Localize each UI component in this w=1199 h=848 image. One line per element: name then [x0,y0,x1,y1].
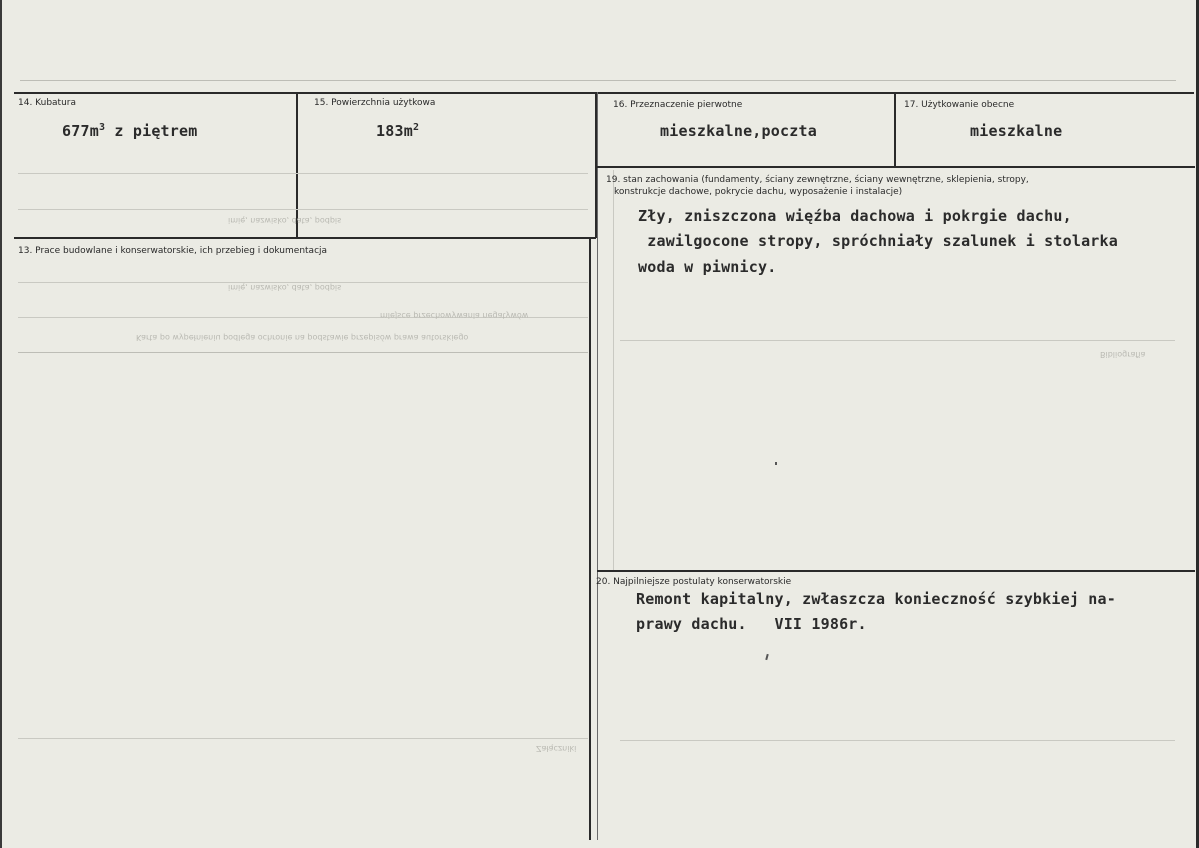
field-20-text-line1: Remont kapitalny, zwłaszcza konieczność szybkiej na- [636,590,1116,608]
field-14-label: 14. Kubatura [18,98,77,108]
guide-line [18,173,588,174]
rule-under-16-17 [597,166,1195,168]
top-rule-faint [20,80,1176,81]
bleed-through-text: Karta po wypełnieniu podlega ochronie na podstawie przepisów prawa autorskiego [136,333,469,342]
rule-under-19 [597,570,1195,572]
field-19-label-line2: konstrukcje dachowe, pokrycie dachu, wyposażenie i instalacje) [614,187,903,197]
guide-line [18,738,588,739]
field-19-text-line1: Zły, zniszczona więźba dachowa i pokrgie dachu, [638,207,1072,225]
bleed-through-text: Załączniki [536,744,577,753]
field-14-value: $677m^3$ z piętrem [62,122,198,140]
bleed-through-text: Bibliografia [1100,350,1146,359]
bleed-through-text: imię, nazwisko, data, podpis [228,283,342,292]
field-16-value: mieszkalne,poczta [660,122,817,140]
field-17-value: mieszkalne [970,122,1063,140]
field-19-text-line2: zawilgocone stropy, spróchniały szalunek i stolarka [638,232,1118,250]
divider-16-17 [894,92,896,166]
field-17-label: 17. Użytkowanie obecne [904,100,1015,110]
field-19-text-line3: woda w piwnicy. [638,258,777,276]
field-20-text-line2: prawy dachu. VII 1986r. [636,615,867,633]
top-rule [14,92,1194,94]
guide-line [620,740,1175,741]
guide-line [18,209,588,210]
card-left-edge [0,0,2,848]
ink-speck [775,462,777,465]
ink-speck [765,654,768,660]
guide-line [18,352,588,353]
divider-main-column [589,238,591,840]
field-15-value: $183m^2$ [376,122,420,140]
field-16-label: 16. Przeznaczenie pierwotne [613,100,743,110]
bleed-through-text: imię, nazwisko, data, podpis [228,216,342,225]
divider-right-column-faint [597,92,598,840]
field-13-label: 13. Prace budowlane i konserwatorskie, ich przebieg i dokumentacja [18,246,328,256]
field-19-label-line1: 19. stan zachowania (fundamenty, ściany zewnętrzne, ściany wewnętrzne, sklepienia, stropy, [606,175,1029,185]
guide-line-vertical [613,170,614,570]
guide-line [620,340,1175,341]
field-15-label: 15. Powierzchnia użytkowa [314,98,436,108]
bleed-through-text: miejsce przechowywania negatywów [380,311,529,320]
field-20-label: 20. Najpilniejsze postulaty konserwatorskie [596,577,792,587]
rule-under-14-15 [14,237,596,239]
